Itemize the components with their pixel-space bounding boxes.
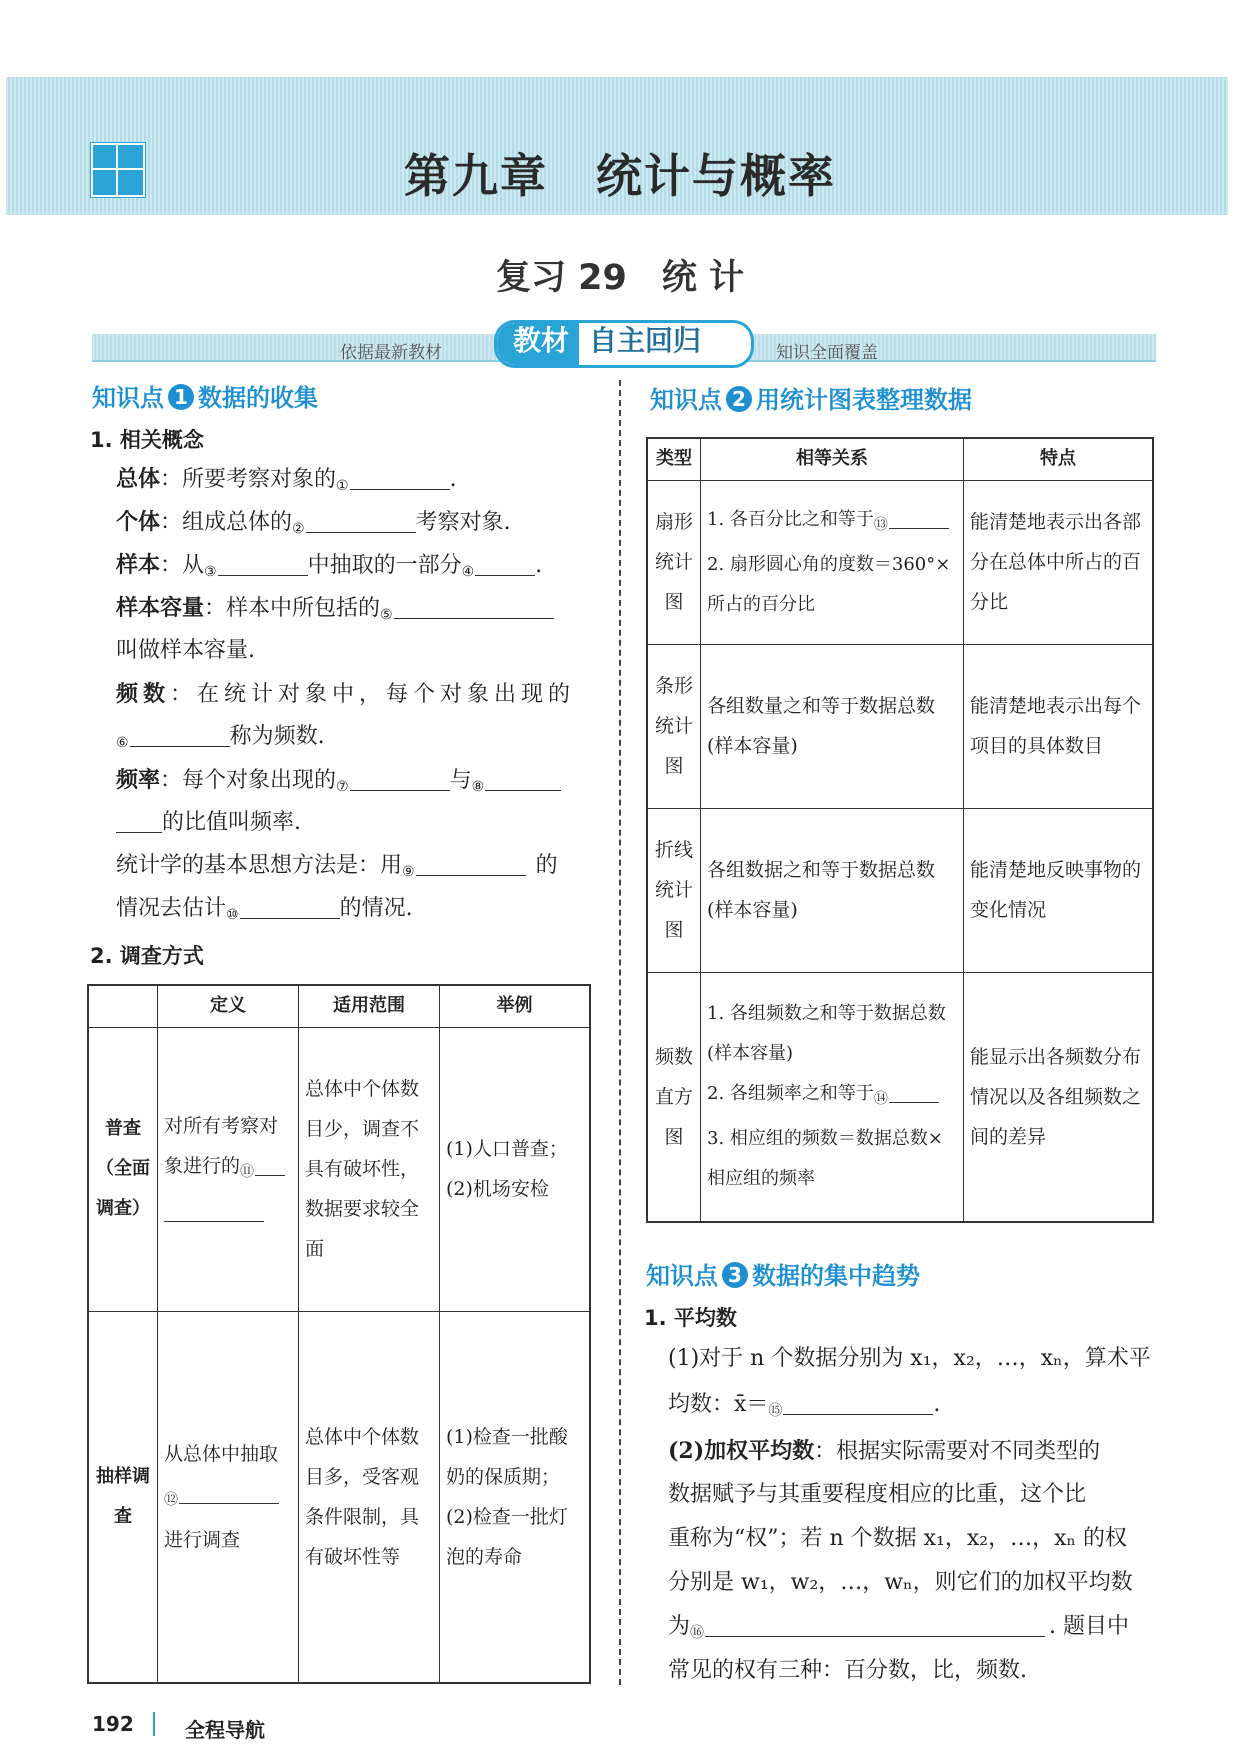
chart-relation: 1. 各百分比之和等于$_⑬$ 2. 扇形圆心角的度数＝360°×所占的百分比 [701, 480, 964, 644]
footer-divider [153, 1712, 155, 1736]
kp-number: 2 [726, 386, 752, 412]
chart-feature: 能显示出各频数分布情况以及各组频数之间的差异 [964, 972, 1154, 1222]
basic-idea-line2: 情况去估计⑩ 的情况. [116, 896, 413, 923]
kp-number: 1 [168, 384, 194, 410]
row-range: 总体中个体数目少，调查不具有破坏性，数据要求较全面 [299, 1027, 440, 1311]
weighted-line3: 重称为“权”；若 n 个数据 x₁，x₂，…，xₙ 的权 [668, 1526, 1128, 1551]
basic-idea-line1: 统计学的基本思想方法是：用⑨ 的 [116, 853, 558, 880]
table-row [647, 644, 1153, 808]
concept-sample-size-cont: 叫做样本容量. [116, 638, 255, 663]
kp-number: 3 [722, 1262, 748, 1288]
table-row [647, 808, 1153, 972]
weighted-line1: (2)加权平均数：根据实际需要对不同类型的 [668, 1438, 1101, 1464]
knowledge-point-1 [92, 378, 318, 413]
kp-label: 知识点 [646, 1262, 718, 1290]
table-row [88, 1311, 590, 1683]
chart-type: 折线统计图 [647, 808, 701, 972]
table-header-blank [88, 985, 158, 1027]
row-type: 普查（全面调查） [88, 1027, 158, 1311]
mean-line2: 均数：x̄＝⑮ . [668, 1392, 941, 1419]
chart-type: 条形统计图 [647, 644, 701, 808]
kp-title: 数据的收集 [198, 384, 318, 412]
table-row [647, 972, 1153, 1222]
chart-relation: 各组数量之和等于数据总数(样本容量) [701, 644, 964, 808]
row-definition: 从总体中抽取 $_⑫$ 进行调查 [158, 1311, 299, 1683]
mean-line1: (1)对于 n 个数据分别为 x₁，x₂，…，xₙ，算术平 [668, 1346, 1151, 1371]
weighted-line5: 为⑯ . 题目中 [668, 1614, 1130, 1641]
section-title: 复习 29 统 计 [495, 258, 745, 298]
chapter-title: 第九章 统计与概率 [404, 149, 836, 203]
table-header-feature: 特点 [964, 438, 1154, 480]
concept-frequency-rate-cont: 的比值叫频率. [116, 808, 301, 838]
table-header-definition: 定义 [158, 985, 299, 1027]
heading-mean: 1. 平均数 [644, 1306, 737, 1330]
column-divider [619, 380, 621, 1685]
row-range: 总体中个体数目多，受客观条件限制，具有破坏性等 [299, 1311, 440, 1683]
knowledge-point-3 [646, 1256, 920, 1291]
heading-survey-methods: 2. 调查方式 [90, 944, 204, 968]
concept-sample-size: 样本容量：样本中所包括的⑤ [116, 593, 554, 630]
concept-sample: 样本：从③ 中抽取的一部分④ . [116, 552, 543, 580]
knowledge-point-2 [650, 380, 972, 415]
concept-frequency-count: 频数：在统计对象中，每个对象出现的 [116, 681, 576, 707]
kp-title: 数据的集中趋势 [752, 1262, 920, 1290]
weighted-line4: 分别是 w₁，w₂，…，wₙ，则它们的加权平均数 [668, 1570, 1133, 1595]
badge-primary: 教材 [497, 323, 579, 365]
chart-type: 扇形统计图 [647, 480, 701, 644]
chart-type: 频数直方图 [647, 972, 701, 1222]
chart-relation: 1. 各组频数之和等于数据总数(样本容量) 2. 各组频率之和等于$_⑭$ 3. 相应组的频数＝数据总数×相应组的频率 [701, 972, 964, 1222]
concept-individual: 个体：组成总体的② 考察对象. [116, 509, 511, 537]
weighted-line2: 数据赋予与其重要程度相应的比重，这个比 [668, 1482, 1087, 1507]
page-number: 192 [92, 1712, 134, 1736]
banner-badge [494, 320, 754, 368]
survey-methods-table [87, 984, 591, 1684]
table-row [88, 1027, 590, 1311]
footer-title: 全程导航 [185, 1718, 265, 1742]
heading-related-concepts: 1. 相关概念 [90, 428, 204, 452]
concept-frequency-count-cont: ⑥ 称为频数. [116, 724, 325, 751]
concept-population: 总体：所要考察对象的① . [116, 466, 457, 494]
row-example: (1)人口普查； (2)机场安检 [440, 1027, 591, 1311]
chart-feature: 能清楚地表示出各部分在总体中所占的百分比 [964, 480, 1154, 644]
row-definition: 对所有考察对象进行的$_⑪$ [158, 1027, 299, 1311]
table-header-example: 举例 [440, 985, 591, 1027]
table-row [647, 480, 1153, 644]
chart-feature: 能清楚地反映事物的变化情况 [964, 808, 1154, 972]
row-type: 抽样调查 [88, 1311, 158, 1683]
statistical-charts-table [646, 437, 1154, 1223]
badge-secondary: 自主回归 [589, 324, 702, 357]
kp-label: 知识点 [92, 384, 164, 412]
row-example: (1)检查一批酸奶的保质期； (2)检查一批灯泡的寿命 [440, 1311, 591, 1683]
concept-frequency-rate: 频率：每个对象出现的⑦ 与⑧ [116, 765, 561, 802]
kp-title: 用统计图表整理数据 [756, 386, 972, 414]
kp-label: 知识点 [650, 386, 722, 414]
banner-right-text: 知识全面覆盖 [776, 343, 878, 363]
chart-feature: 能清楚地表示出每个项目的具体数目 [964, 644, 1154, 808]
table-header-relation: 相等关系 [701, 438, 964, 480]
weighted-line6: 常见的权有三种：百分数，比，频数. [668, 1658, 1027, 1683]
table-header-range: 适用范围 [299, 985, 440, 1027]
table-header-type: 类型 [647, 438, 701, 480]
chart-relation: 各组数据之和等于数据总数(样本容量) [701, 808, 964, 972]
banner-left-text: 依据最新教材 [340, 343, 442, 363]
